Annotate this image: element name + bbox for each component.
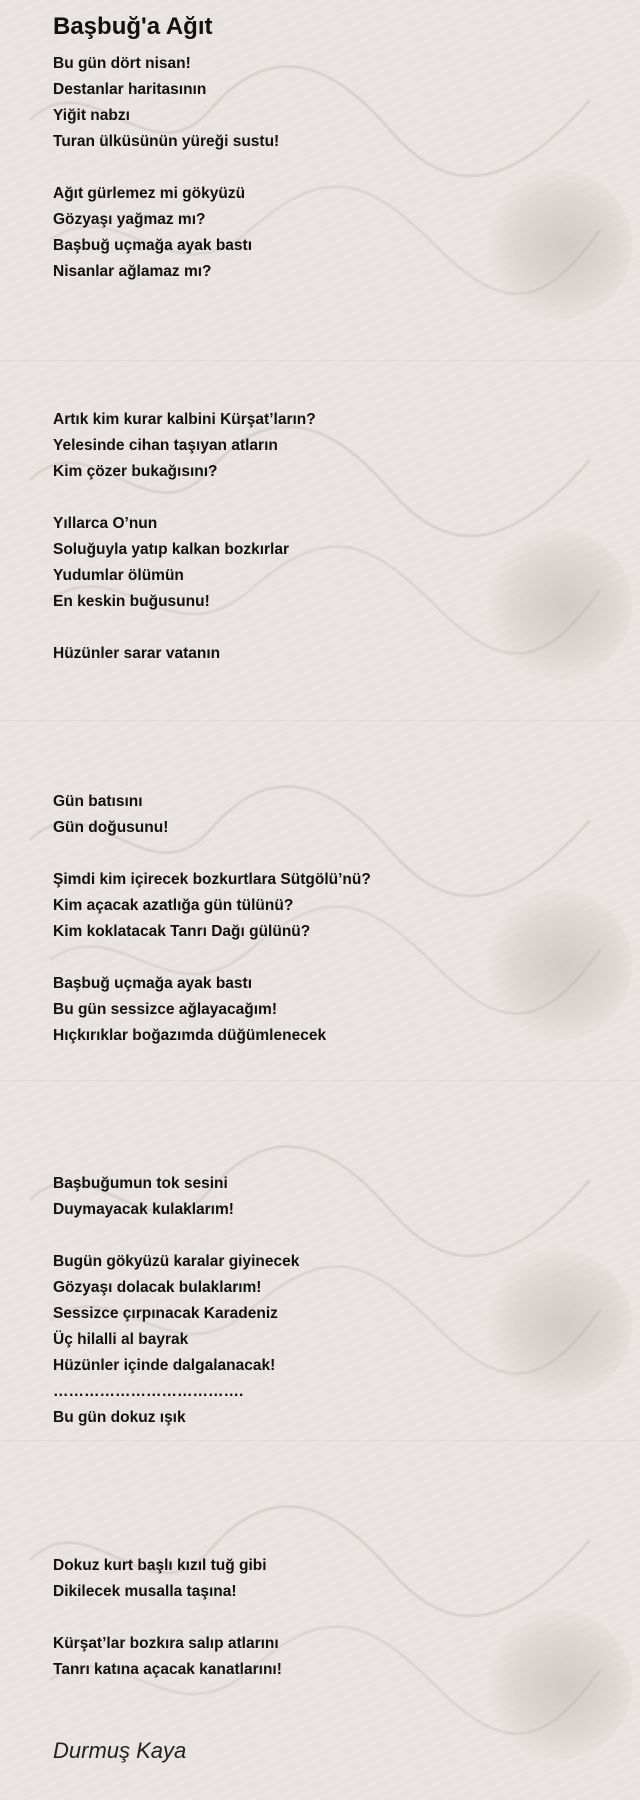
poem-line: Yelesinde cihan taşıyan atların <box>53 437 278 454</box>
poem-line: ………………………………. <box>53 1383 244 1400</box>
poem-section <box>53 51 613 285</box>
stanza <box>53 789 613 841</box>
poem-line: Gün batısını <box>53 793 143 810</box>
stanza <box>53 181 613 285</box>
poem-line: Yudumlar ölümün <box>53 567 184 584</box>
poem-line: Gözyaşı yağmaz mı? <box>53 211 206 228</box>
poem-line: Dikilecek musalla taşına! <box>53 1583 237 1600</box>
poem-title: Başbuğ'a Ağıt <box>53 13 213 40</box>
poem-line: Hüzünler sarar vatanın <box>53 645 221 662</box>
poem-section <box>53 1171 613 1431</box>
stanza <box>53 511 613 615</box>
poem-author: Durmuş Kaya <box>53 1738 187 1763</box>
poem-line: Yıllarca O’nun <box>53 515 158 532</box>
stanza <box>53 1553 613 1605</box>
poem-line: Bu gün dokuz ışık <box>53 1409 186 1426</box>
stanza <box>53 407 613 485</box>
poem-line: Sessizce çırpınacak Karadeniz <box>53 1305 278 1322</box>
stanza <box>53 641 613 667</box>
poem-line: Turan ülküsünün yüreği sustu! <box>53 133 280 150</box>
poem-line: Dokuz kurt başlı kızıl tuğ gibi <box>53 1557 267 1574</box>
poem-line: Bugün gökyüzü karalar giyinecek <box>53 1253 300 1270</box>
poem-line: Gözyaşı dolacak bulaklarım! <box>53 1279 262 1296</box>
poem-section <box>53 1553 613 1683</box>
poem-line: Duymayacak kulaklarım! <box>53 1201 234 1218</box>
poem-line: Kim çözer bukağısını? <box>53 463 218 480</box>
stanza <box>53 971 613 1049</box>
poem-line: Şimdi kim içirecek bozkurtlara Sütgölü’nü? <box>53 871 371 888</box>
stanza <box>53 1171 613 1223</box>
poem <box>53 10 613 1683</box>
poem-line: Destanlar haritasının <box>53 81 207 98</box>
poem-line: Kim koklatacak Tanrı Dağı gülünü? <box>53 923 311 940</box>
poem-line: Yiğit nabzı <box>53 107 130 124</box>
stanza <box>53 1249 613 1431</box>
poem-section <box>53 407 613 667</box>
poem-line: Gün doğusunu! <box>53 819 169 836</box>
poem-line: Başbuğ uçmağa ayak bastı <box>53 975 252 992</box>
poem-line: Kim açacak azatlığa gün tülünü? <box>53 897 294 914</box>
stanza <box>53 1631 613 1683</box>
poem-line: Soluğuyla yatıp kalkan bozkırlar <box>53 541 290 558</box>
stanza <box>53 867 613 945</box>
poem-line: Ağıt gürlemez mi gökyüzü <box>53 185 246 202</box>
poem-line: Tanrı katına açacak kanatlarını! <box>53 1661 282 1678</box>
poem-line: Bu gün dört nisan! <box>53 55 191 72</box>
poem-line: Kürşat’lar bozkıra salıp atlarını <box>53 1635 279 1652</box>
poem-line: Hüzünler içinde dalgalanacak! <box>53 1357 276 1374</box>
poem-line: Başbuğumun tok sesini <box>53 1175 228 1192</box>
poem-line: Hıçkırıklar boğazımda düğümlenecek <box>53 1027 327 1044</box>
poem-line: Artık kim kurar kalbini Kürşat’ların? <box>53 411 316 428</box>
poem-line: En keskin buğusunu! <box>53 593 210 610</box>
poem-section <box>53 789 613 1049</box>
stanza <box>53 51 613 155</box>
poem-line: Üç hilalli al bayrak <box>53 1331 189 1348</box>
poem-line: Bu gün sessizce ağlayacağım! <box>53 1001 277 1018</box>
poem-line: Başbuğ uçmağa ayak bastı <box>53 237 252 254</box>
poem-line: Nisanlar ağlamaz mı? <box>53 263 212 280</box>
